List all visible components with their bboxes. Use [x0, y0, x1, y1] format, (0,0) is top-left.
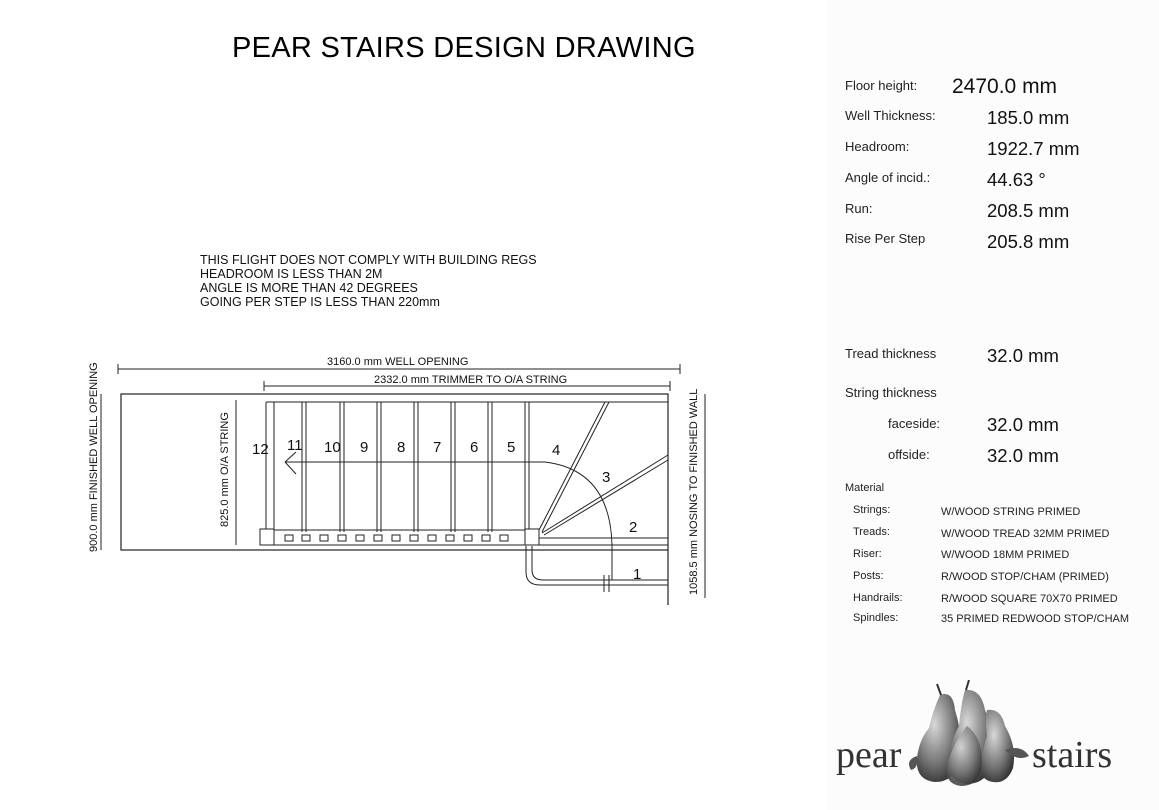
spec-value-angle: 44.63 ° [987, 169, 1046, 190]
pear-logo-icon [905, 680, 1035, 790]
spec-value-well-thickness: 185.0 mm [987, 107, 1070, 128]
material-value-handrails: R/WOOD SQUARE 70X70 PRIMED [941, 593, 1118, 605]
step-number-8: 8 [397, 439, 406, 456]
material-value-strings: W/WOOD STRING PRIMED [941, 506, 1081, 518]
logo-wordmark-stairs: stairs [1032, 734, 1113, 776]
well-outline [121, 394, 668, 550]
step-number-7: 7 [433, 439, 442, 456]
warning-line-3: ANGLE IS MORE THAN 42 DEGREES [200, 281, 418, 295]
warning-line-1: THIS FLIGHT DOES NOT COMPLY WITH BUILDING REGS [200, 253, 537, 267]
material-value-treads: W/WOOD TREAD 32MM PRIMED [941, 528, 1110, 540]
handrail [526, 546, 668, 585]
material-label-treads: Treads: [853, 526, 890, 538]
step-number-3: 3 [602, 469, 611, 486]
warning-line-2: HEADROOM IS LESS THAN 2M [200, 267, 383, 281]
offside-label: offside: [888, 447, 930, 462]
spec-label-run: Run: [845, 201, 873, 216]
tread-thickness-value: 32.0 mm [987, 345, 1059, 366]
offside-value: 32.0 mm [987, 445, 1059, 466]
step-number-2: 2 [629, 519, 638, 536]
string-thickness-label: String thickness [845, 385, 937, 400]
material-value-spindles: 35 PRIMED REDWOOD STOP/CHAM [941, 613, 1130, 625]
tread-thickness-label: Tread thickness [845, 346, 937, 361]
spec-label-well-thickness: Well Thickness: [845, 108, 936, 123]
winder-line [538, 402, 605, 532]
step-number-5: 5 [507, 439, 516, 456]
step-number-4: 4 [552, 442, 561, 459]
spec-value-floor-height: 2470.0 mm [952, 75, 1058, 98]
step-number-10: 10 [324, 439, 341, 456]
well-opening-dim-text: 3160.0 mm WELL OPENING [327, 356, 469, 368]
step-number-9: 9 [360, 439, 369, 456]
spec-label-angle: Angle of incid.: [845, 170, 931, 185]
material-label-riser: Riser: [853, 548, 882, 560]
finished-well-dim-text: 900.0 mm FINISHED WELL OPENING [88, 362, 100, 552]
spec-value-rise: 205.8 mm [987, 231, 1070, 252]
step-number-11: 11 [287, 437, 303, 454]
faceside-value: 32.0 mm [987, 414, 1059, 435]
oa-string-dim-text: 825.0 mm O/A STRING [219, 412, 231, 527]
spec-label-headroom: Headroom: [845, 139, 910, 154]
spec-label-rise: Rise Per Step [845, 231, 926, 246]
spec-label-floor-height: Floor height: [845, 78, 918, 93]
drawing-title: PEAR STAIRS DESIGN DRAWING [232, 32, 696, 64]
spec-value-run: 208.5 mm [987, 200, 1070, 221]
material-label-posts: Posts: [853, 570, 884, 582]
newel-post-right [525, 529, 539, 545]
material-label-spindles: Spindles: [853, 612, 899, 624]
material-heading: Material [845, 482, 885, 494]
trimmer-dim-text: 2332.0 mm TRIMMER TO O/A STRING [374, 374, 568, 386]
step-number-6: 6 [470, 439, 479, 456]
step-number-12: 12 [252, 441, 269, 458]
material-value-riser: W/WOOD 18MM PRIMED [941, 549, 1070, 561]
nosing-dim-text: 1058.5 mm NOSING TO FINISHED WALL [688, 388, 700, 595]
material-value-posts: R/WOOD STOP/CHAM (PRIMED) [941, 571, 1109, 583]
faceside-label: faceside: [888, 416, 941, 431]
spec-value-headroom: 1922.7 mm [987, 138, 1080, 159]
newel-post-left [260, 529, 274, 545]
walk-line [285, 462, 612, 580]
step-number-1: 1 [633, 566, 642, 583]
material-label-handrails: Handrails: [853, 592, 903, 604]
material-label-strings: Strings: [853, 504, 891, 516]
warning-line-4: GOING PER STEP IS LESS THAN 220mm [200, 295, 440, 309]
logo-wordmark-pear: pear [836, 734, 902, 776]
